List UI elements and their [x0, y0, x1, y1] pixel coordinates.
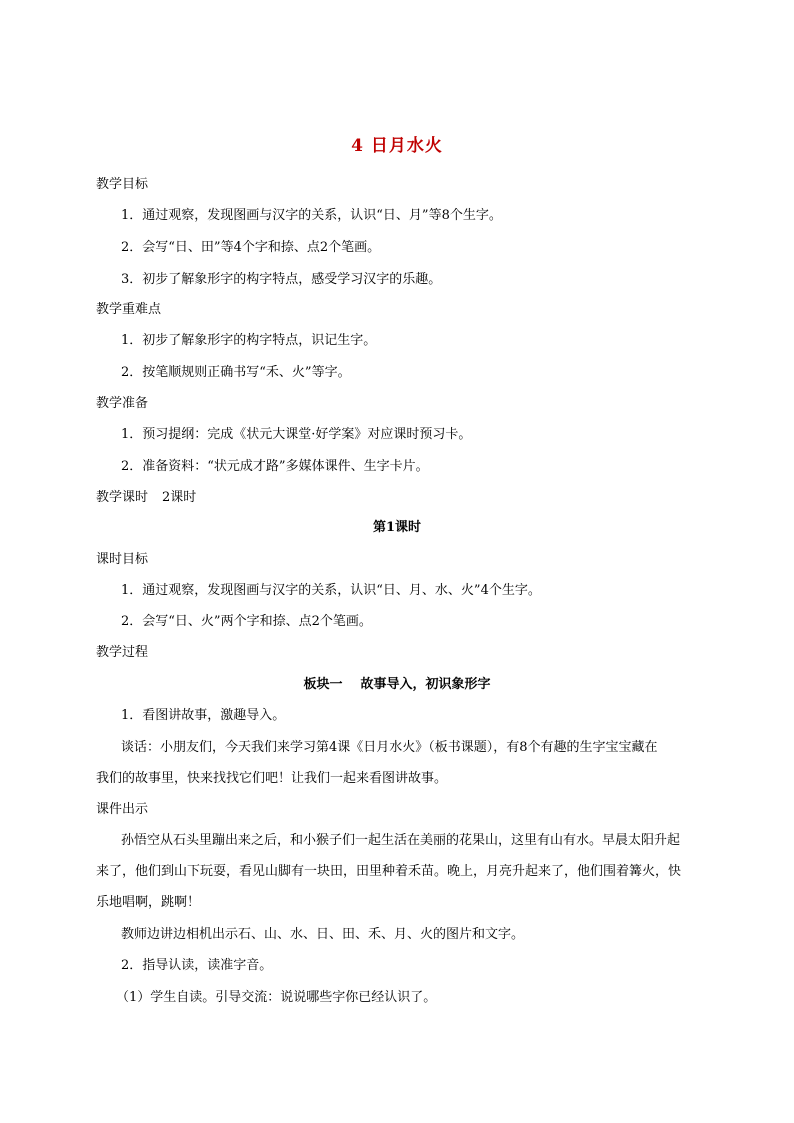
heading-preparation: 教学准备	[96, 396, 149, 411]
lesson-title: 4 日月水火	[351, 136, 443, 156]
key-difficulty-1: 1．初步了解象形字的构字特点，识记生字。	[121, 333, 377, 348]
talk-line-2: 我们的故事里，快来找找它们吧！让我们一起来看图讲故事。	[96, 771, 448, 786]
teaching-goal-3: 3．初步了解象形字的构字特点，感受学习汉字的乐趣。	[121, 272, 442, 287]
heading-teaching-goals: 教学目标	[96, 177, 149, 192]
heading-lesson-goals: 课时目标	[96, 552, 149, 567]
heading-teaching-process: 教学过程	[96, 645, 149, 660]
heading-courseware: 课件出示	[96, 802, 149, 817]
story-line-3: 乐地唱啊，跳啊！	[96, 895, 201, 910]
preparation-2: 2．准备资料：“状元成才路”多媒体课件、生字卡片。	[121, 459, 429, 474]
step-2: 2．指导认读，读准字音。	[121, 958, 273, 973]
heading-class-hours: 教学课时	[96, 490, 149, 505]
lesson-1-title: 第1课时	[372, 520, 422, 535]
block-1-title: 板块一 故事导入，初识象形字	[303, 677, 491, 692]
class-hours-value: 2课时	[162, 490, 197, 505]
teacher-instruction: 教师边讲边相机出示石、山、水、日、田、禾、月、火的图片和文字。	[121, 927, 525, 942]
key-difficulty-2: 2．按笔顺规则正确书写“禾、火”等字。	[121, 365, 351, 380]
story-line-2: 来了，他们到山下玩耍，看见山脚有一块田，田里种着禾苗。晚上，月亮升起来了，他们围着篝火，快	[96, 864, 682, 879]
step-1: 1．看图讲故事，激趣导入。	[121, 708, 286, 723]
teaching-goal-2: 2．会写“日、田”等4个字和捺、点2个笔画。	[121, 240, 381, 255]
story-line-1: 孙悟空从石头里蹦出来之后，和小猴子们一起生活在美丽的花果山，这里有山有水。早晨太阳升起	[121, 833, 681, 848]
heading-key-difficulties: 教学重难点	[96, 302, 162, 317]
class-hours-line	[96, 486, 196, 505]
step-2-1: （1）学生自读。引导交流：说说哪些字你已经认识了。	[116, 990, 437, 1005]
lesson-goal-1: 1．通过观察，发现图画与汉字的关系，认识“日、月、水、火”4个生字。	[121, 583, 541, 598]
preparation-1: 1．预习提纲：完成《状元大课堂·好学案》对应课时预习卡。	[121, 427, 472, 442]
teaching-goal-1: 1．通过观察，发现图画与汉字的关系，认识“日、月”等8个生字。	[121, 208, 502, 223]
talk-line-1: 谈话：小朋友们，今天我们来学习第4课《日月水火》（板书课题），有8个有趣的生字宝宝藏在	[121, 740, 658, 755]
lesson-goal-2: 2．会写“日、火”两个字和捺、点2个笔画。	[121, 614, 372, 629]
